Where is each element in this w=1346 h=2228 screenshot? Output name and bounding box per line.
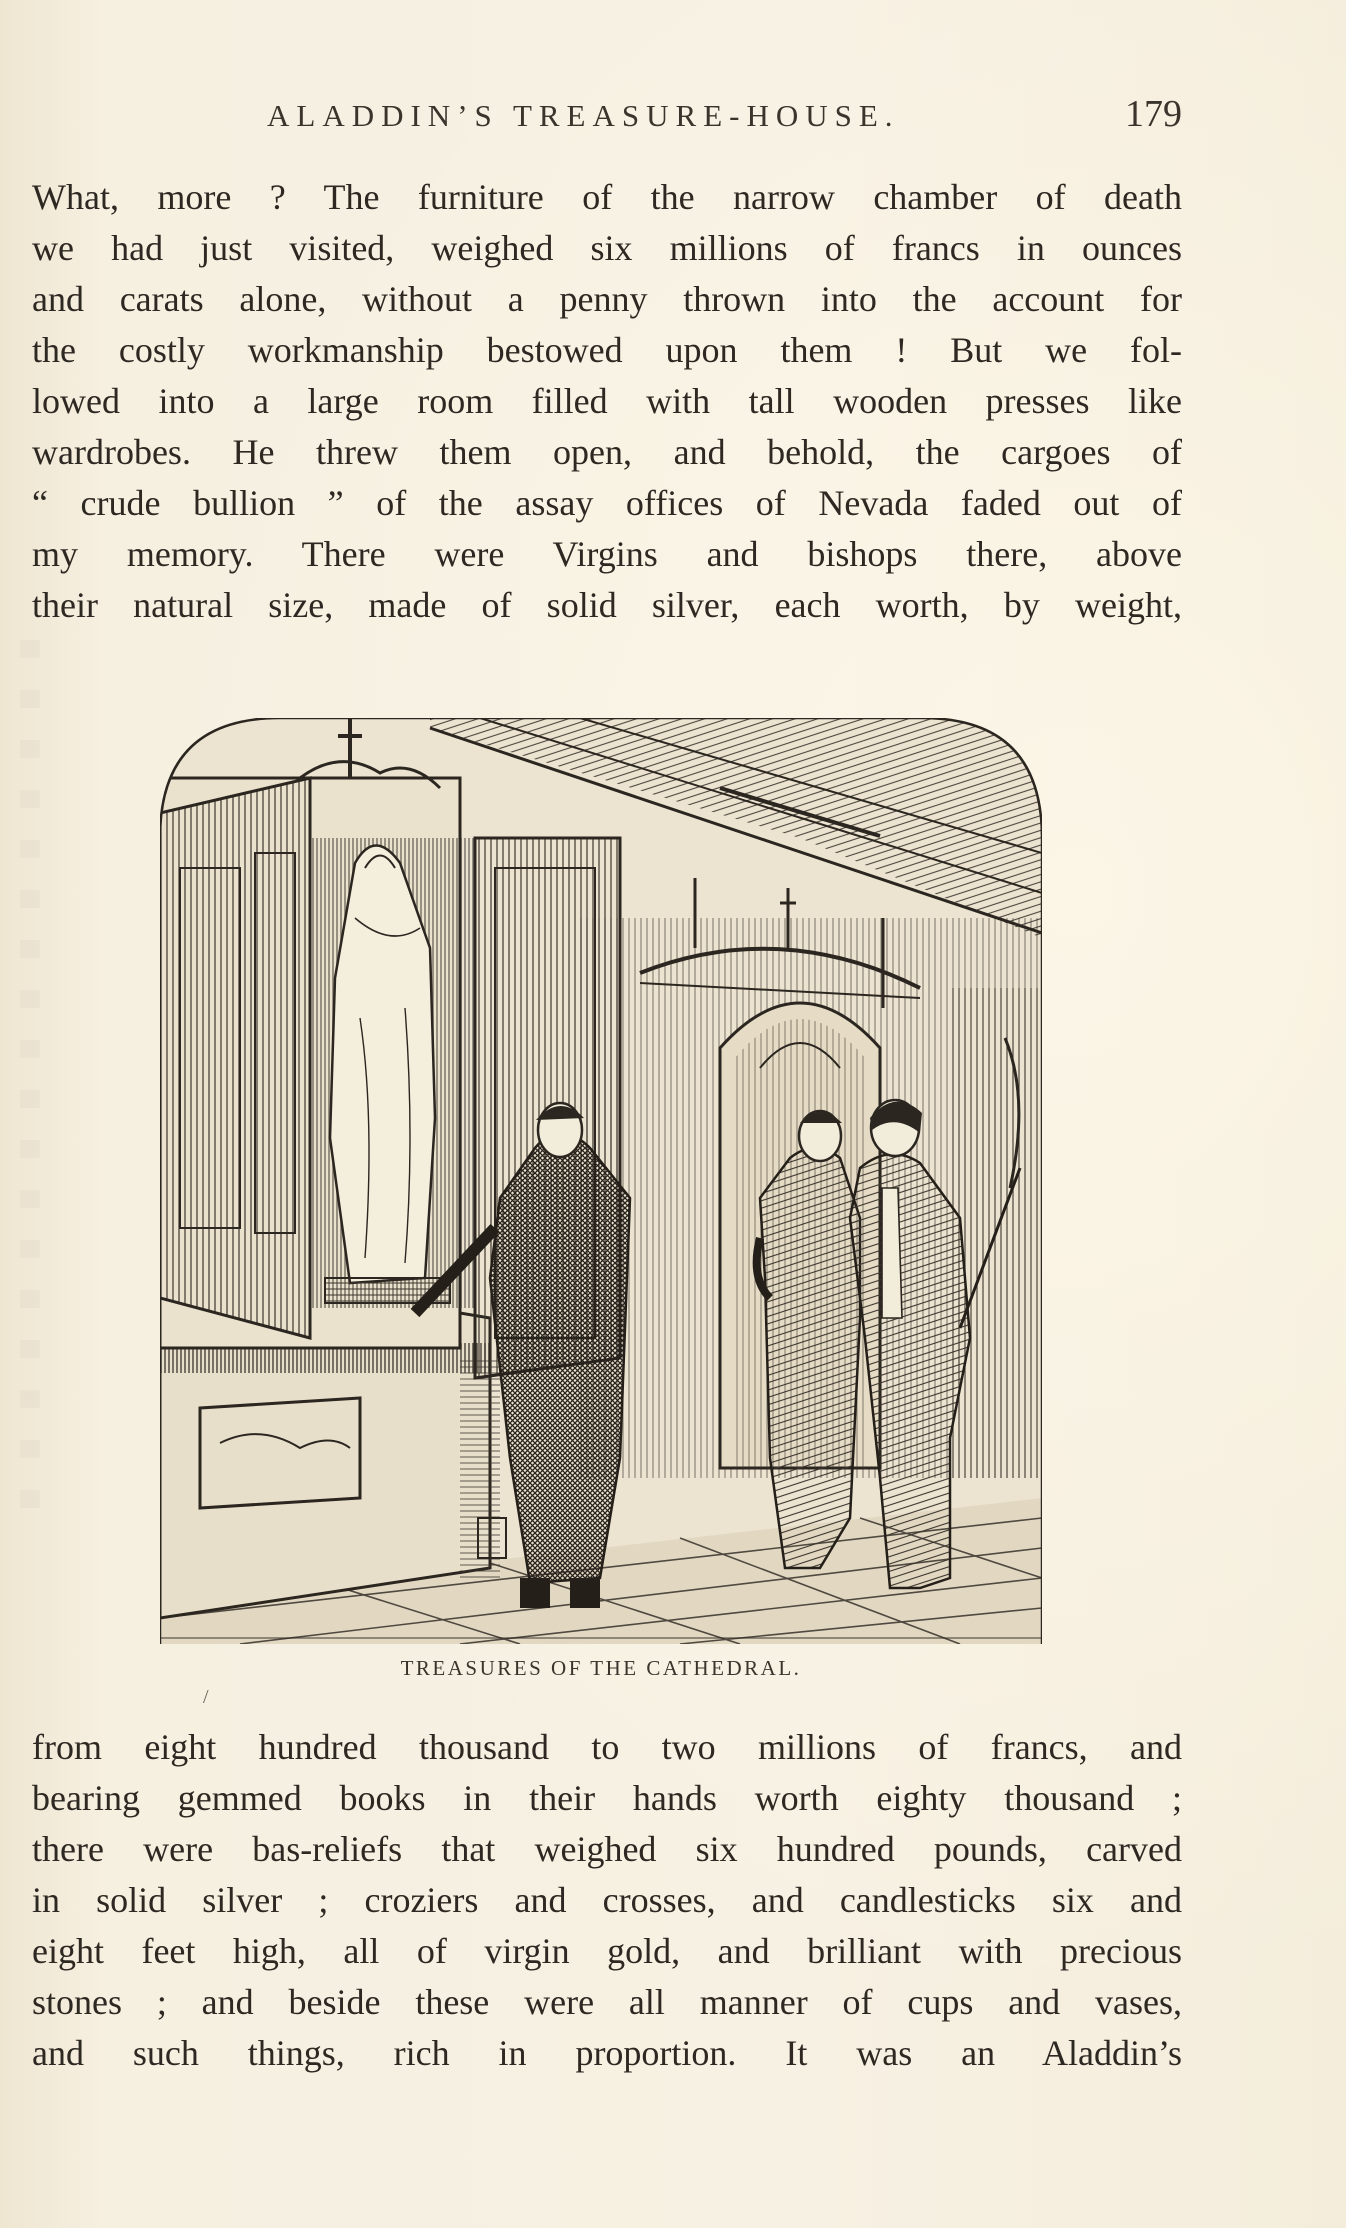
text-line: wardrobes. He threw them open, and behold, the cargoes of: [32, 432, 1182, 472]
text-line: their natural size, made of solid silver, each worth, by weight,: [32, 585, 1182, 625]
engraving-illustration: [160, 718, 1042, 1644]
show-through: [20, 640, 40, 1540]
text-line: my memory. There were Virgins and bishops there, above: [32, 534, 1182, 574]
text-line: and such things, rich in proportion. It was an Aladdin’s: [32, 2033, 1182, 2073]
text-line: eight feet high, all of virgin gold, and brilliant with precious: [32, 1931, 1182, 1971]
text-line: bearing gemmed books in their hands worth eighty thousand ;: [32, 1778, 1182, 1818]
text-line: What, more ? The furniture of the narrow chamber of death: [32, 177, 1182, 217]
text-line: and carats alone, without a penny thrown into the account for: [32, 279, 1182, 319]
text-line: stones ; and beside these were all manner of cups and vases,: [32, 1982, 1182, 2022]
text-line: there were bas-reliefs that weighed six hundred pounds, carved: [32, 1829, 1182, 1869]
text-line: from eight hundred thousand to two millions of francs, and: [32, 1727, 1182, 1767]
text-line: the costly workmanship bestowed upon them ! But we fol-: [32, 330, 1182, 370]
illustration-caption: TREASURES OF THE CATHEDRAL.: [400, 1656, 802, 1680]
text-line: lowed into a large room filled with tall wooden presses like: [32, 381, 1182, 421]
text-line: we had just visited, weighed six millions of francs in ounces: [32, 228, 1182, 268]
text-line: in solid silver ; croziers and crosses, and candlesticks six and: [32, 1880, 1182, 1920]
page-number: 179: [1125, 93, 1182, 135]
text-line: “ crude bullion ” of the assay offices of Nevada faded out of: [32, 483, 1182, 523]
paragraph-top: [32, 172, 1182, 631]
paragraph-bottom: [32, 1722, 1182, 2079]
running-head: [32, 88, 1182, 138]
running-title: ALADDIN’S TREASURE-HOUSE.: [267, 98, 900, 133]
engraving-svg: [160, 718, 1042, 1644]
stray-mark: /: [203, 1686, 209, 1708]
